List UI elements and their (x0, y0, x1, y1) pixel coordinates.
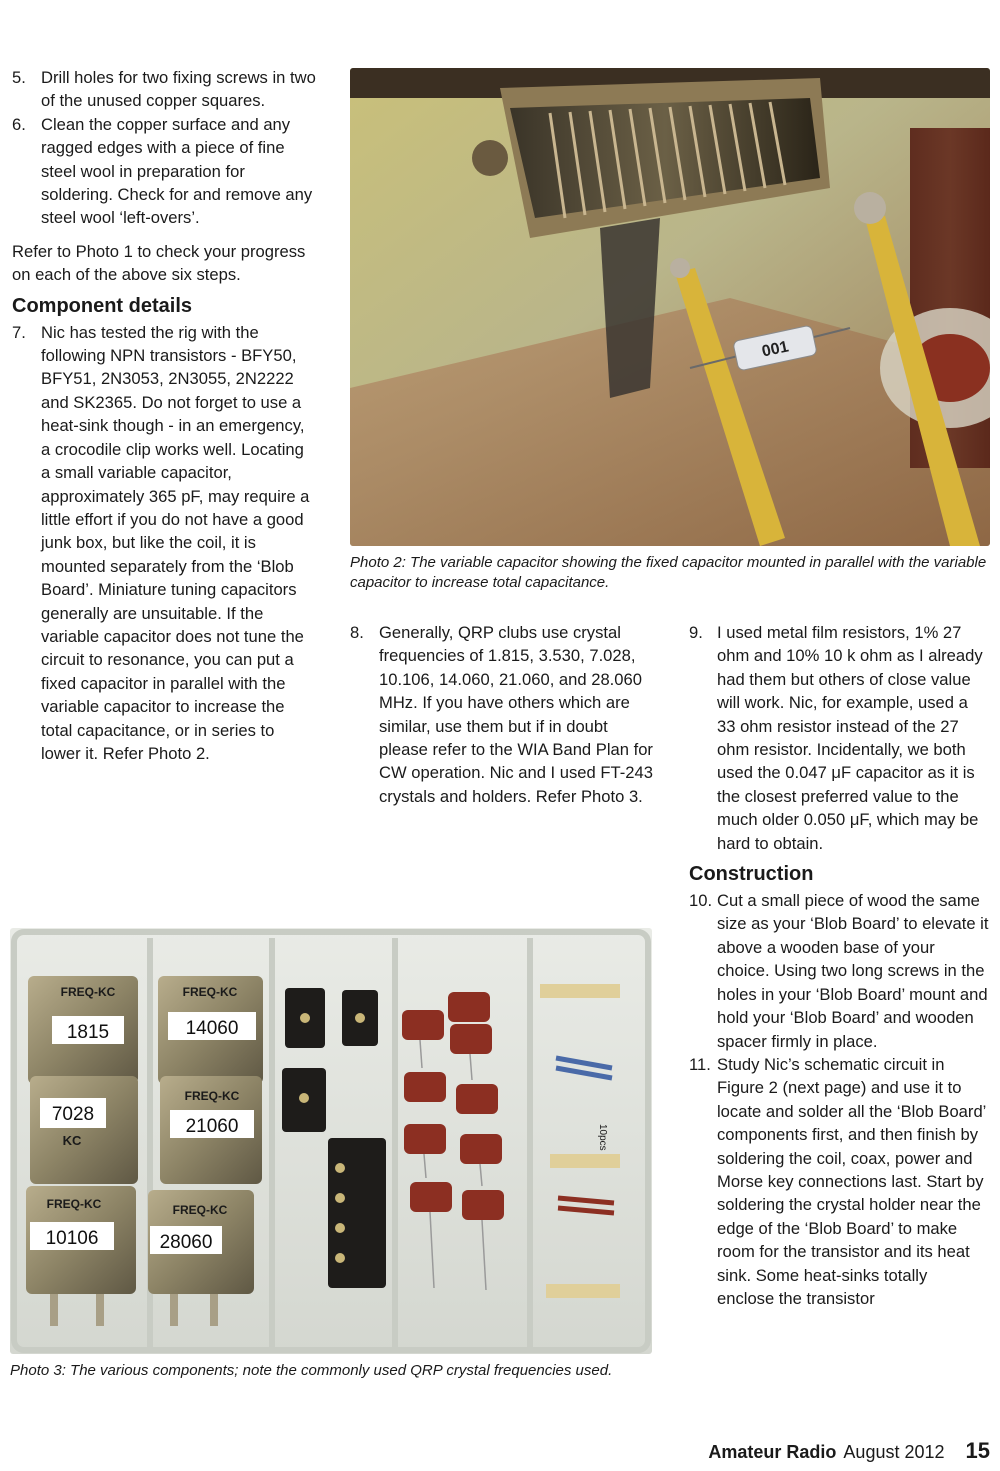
list-item-7 (12, 321, 317, 766)
list-text: Study Nic’s schematic circuit in Figure 2 (next page) and use it to locate and solder all the ‘Blob Board’ components first, and then finish by soldering the coil, coax, power and Morse key connections last. Start by soldering the crystal holder near the edge of the ‘Blob Board’ to make room for the transistor and its heat sink. Some heat-sinks totally enclose the transistor (717, 1054, 986, 1308)
list-text: I used metal film resistors, 1% 27 ohm and 10% 10 k ohm as I already had them but others of close value will work. Nic, for example, used a 33 ohm resistor instead of the 27 ohm resistor. Incidentally, we both used the 0.047 μF capacitor as it is the closest preferred value to the much older 0.050 μF, which may be hard to obtain. (717, 623, 983, 853)
list-item-8 (350, 621, 655, 808)
svg-text:1815: 1815 (66, 1022, 110, 1043)
crystal-14060 (158, 976, 263, 1084)
section-heading-component-details: Component details (12, 294, 193, 317)
list-text: Drill holes for two fixing screws in two of the unused copper squares. (41, 68, 316, 111)
list-text: Clean the copper surface and any ragged edges with a piece of fine steel wool in preparation for soldering. Check for and remove any steel wool ‘left-overs’. (41, 114, 313, 228)
list-number: 11. (689, 1054, 711, 1074)
issue-date: August 2012 (843, 1442, 945, 1462)
crystal-1815 (28, 976, 138, 1084)
middle-column (350, 621, 655, 808)
svg-text:10106: 10106 (45, 1228, 99, 1249)
page-footer (708, 1438, 990, 1464)
magazine-title: Amateur Radio (708, 1442, 837, 1462)
photo-2-caption: Photo 2: The variable capacitor showing the fixed capacitor mounted in parallel with the variable capacitor to increase total capacitance. (350, 554, 987, 591)
crystal-10106 (26, 1186, 136, 1294)
crystal-7028 (30, 1076, 138, 1184)
crystal-21060 (160, 1076, 262, 1184)
svg-text:14060: 14060 (185, 1018, 239, 1039)
svg-text:28060: 28060 (159, 1232, 213, 1253)
refer-paragraph: Refer to Photo 1 to check your progress on each of the above six steps. (12, 241, 306, 285)
list-number: 8. (350, 623, 364, 642)
svg-text:FREQ-KC: FREQ-KC (182, 985, 238, 999)
svg-text:FREQ-KC: FREQ-KC (184, 1089, 240, 1103)
list-number: 9. (689, 623, 703, 642)
resistor-strip-label: 10pcs (597, 1124, 608, 1151)
list-item-11 (689, 1053, 989, 1310)
list-number: 6. (12, 114, 26, 134)
list-item-9 (689, 621, 989, 855)
photo-3-illustration (10, 928, 652, 1354)
svg-text:FREQ-KC: FREQ-KC (60, 985, 116, 999)
list-item-6 (12, 113, 317, 230)
photo-2-illustration (350, 68, 990, 546)
right-column (689, 621, 989, 1310)
fixed-capacitor-label: 001 (760, 338, 791, 361)
photo-3-components (10, 928, 652, 1354)
list-item-10 (689, 889, 989, 1053)
section-heading-construction: Construction (689, 863, 814, 886)
list-text: Generally, QRP clubs use crystal frequencies of 1.815, 3.530, 7.028, 10.106, 14.060, 21.060, and 28.060 MHz. If you have others which are similar, use them but if in doubt please refer to the WIA Band Plan for CW operation. Nic and I used FT-243 crystals and holders. Refer Photo 3. (379, 623, 653, 806)
list-text: Nic has tested the rig with the following NPN transistors - BFY50, BFY51, 2N3053, 2N3055, 2N2222 and SK2365. Do not forget to use a heat-sink though - in an emergency, a crocodile clip works well. Locating a small variable capacitor, approximately 365 pF, may require a little effort if you do not have a good junk box, but like the coil, it is mounted separately from the ‘Blob Board’. Miniature tuning capacitors generally are unsuitable. If the variable capacitor does not tune the circuit to resonance, you can put a fixed capacitor in parallel with the variable capacitor to increase the total capacitance, or in series to lower it. Refer Photo 2. (41, 322, 310, 763)
crystal-28060 (148, 1190, 254, 1294)
svg-text:FREQ-KC: FREQ-KC (46, 1197, 102, 1211)
svg-text:7028: 7028 (51, 1104, 95, 1125)
list-number: 5. (12, 68, 26, 87)
list-number: 10. (689, 891, 713, 911)
photo-3-caption: Photo 3: The various components; note the commonly used QRP crystal frequencies used. (10, 1362, 613, 1379)
list-number: 7. (12, 322, 26, 342)
svg-text:FREQ-KC: FREQ-KC (172, 1203, 228, 1217)
svg-text:21060: 21060 (185, 1116, 239, 1137)
list-item-5 (12, 66, 317, 113)
photo-2-variable-capacitor (350, 68, 990, 546)
left-column (12, 66, 317, 765)
list-text: Cut a small piece of wood the same size as your ‘Blob Board’ to elevate it above a wooden base of your choice. Using two long screws in the holes in your ‘Blob Board’ mount and hold your ‘Blob Board’ and wooden spacer firmly in place. (717, 891, 989, 1051)
page-number: 15 (965, 1438, 990, 1463)
svg-text:KC: KC (62, 1133, 82, 1148)
